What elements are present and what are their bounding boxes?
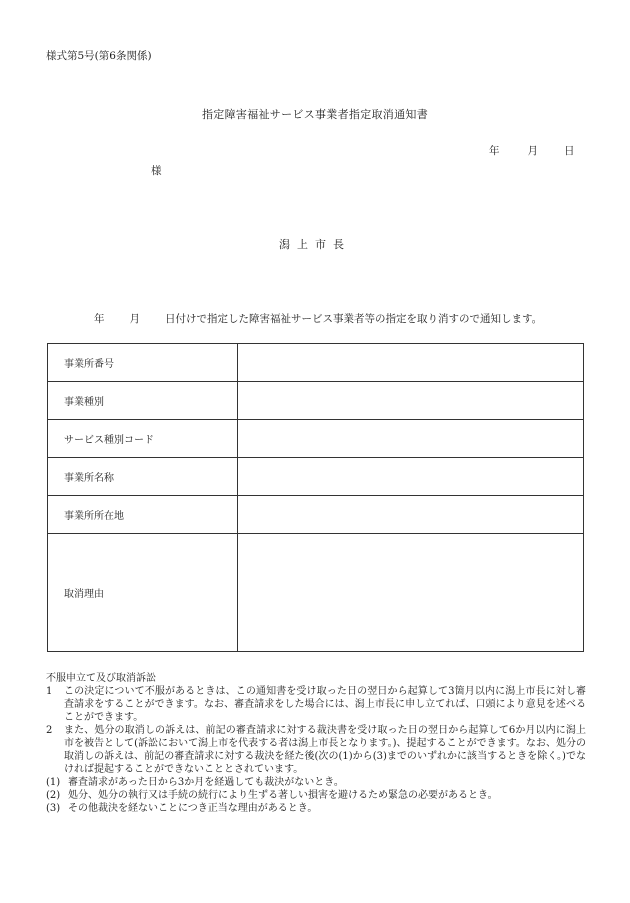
appeal-item-text: この決定について不服があるときは、この通知書を受け取った日の翌日から起算して3箇月以内に潟上市長に対し審査請求をすることができます。なお、審査請求をした場合には、潟上市長に申し立てれば、口頭により意見を述べることができます。 bbox=[64, 686, 586, 723]
list-item bbox=[46, 685, 586, 724]
date-day-label: 日 bbox=[564, 145, 575, 157]
row-label-revocation-reason: 取消理由 bbox=[48, 534, 238, 652]
appeal-subitem-number: (1) bbox=[46, 777, 61, 788]
table-row bbox=[48, 496, 584, 534]
notice-year-label: 年 bbox=[94, 313, 105, 325]
appeal-subitem-text: 審査請求があった日から3か月を経過しても裁決がないとき。 bbox=[68, 777, 344, 788]
recipient-suffix: 様 bbox=[151, 165, 162, 177]
row-value-office-address bbox=[238, 496, 584, 534]
row-label-office-name: 事業所名称 bbox=[48, 458, 238, 496]
table-row bbox=[48, 534, 584, 652]
row-label-service-code: サービス種別コード bbox=[48, 420, 238, 458]
appeal-subitem-text: 処分、処分の執行又は手続の続行により生ずる著しい損害を避けるため緊急の必要があるとき。 bbox=[68, 790, 498, 801]
appeal-item-number: 1 bbox=[46, 686, 53, 697]
row-value-office-name bbox=[238, 458, 584, 496]
appeal-section bbox=[46, 672, 586, 815]
row-label-office-number: 事業所番号 bbox=[48, 344, 238, 382]
row-label-business-type: 事業種別 bbox=[48, 382, 238, 420]
row-value-revocation-reason bbox=[238, 534, 584, 652]
notice-sentence bbox=[94, 311, 542, 326]
document-title: 指定障害福祉サービス事業者指定取消通知書 bbox=[202, 108, 428, 121]
list-item bbox=[46, 776, 586, 789]
appeal-item-text: また、処分の取消しの訴えは、前記の審査請求に対する裁決書を受け取った日の翌日から起算して6か月以内に潟上市を被告として(訴訟において潟上市を代表する者は潟上市長となります。)、提起することができます。なお、処分の取消しの訴えは、前記の審査請求に対する裁決を経た後(次の(1)から(3)までのいずれかに該当するときを除く。)でなければ提起することができないこととされています。 bbox=[64, 725, 586, 775]
notice-body: 日付けで指定した障害福祉サービス事業者等の指定を取り消すので通知します。 bbox=[165, 313, 543, 325]
info-table bbox=[47, 343, 584, 652]
list-item bbox=[46, 802, 586, 815]
table-row bbox=[48, 382, 584, 420]
row-value-service-code bbox=[238, 420, 584, 458]
table-row bbox=[48, 420, 584, 458]
list-item bbox=[46, 789, 586, 802]
row-value-office-number bbox=[238, 344, 584, 382]
appeal-item-number: 2 bbox=[46, 725, 53, 736]
date-year-label: 年 bbox=[489, 145, 500, 157]
row-value-business-type bbox=[238, 382, 584, 420]
table-row bbox=[48, 344, 584, 382]
list-item bbox=[46, 724, 586, 776]
table-row bbox=[48, 458, 584, 496]
notice-month-label: 月 bbox=[129, 313, 140, 325]
form-number: 様式第5号(第6条関係) bbox=[46, 50, 152, 62]
issuer-name: 潟上市長 bbox=[279, 238, 351, 251]
appeal-subitem-number: (3) bbox=[46, 803, 61, 814]
row-label-office-address: 事業所所在地 bbox=[48, 496, 238, 534]
date-month-label: 月 bbox=[527, 145, 538, 157]
appeal-heading: 不服申立て及び取消訴訟 bbox=[46, 673, 156, 684]
date-line bbox=[489, 143, 575, 158]
appeal-subitem-text: その他裁決を経ないことにつき正当な理由があるとき。 bbox=[68, 803, 318, 814]
appeal-subitem-number: (2) bbox=[46, 790, 61, 801]
